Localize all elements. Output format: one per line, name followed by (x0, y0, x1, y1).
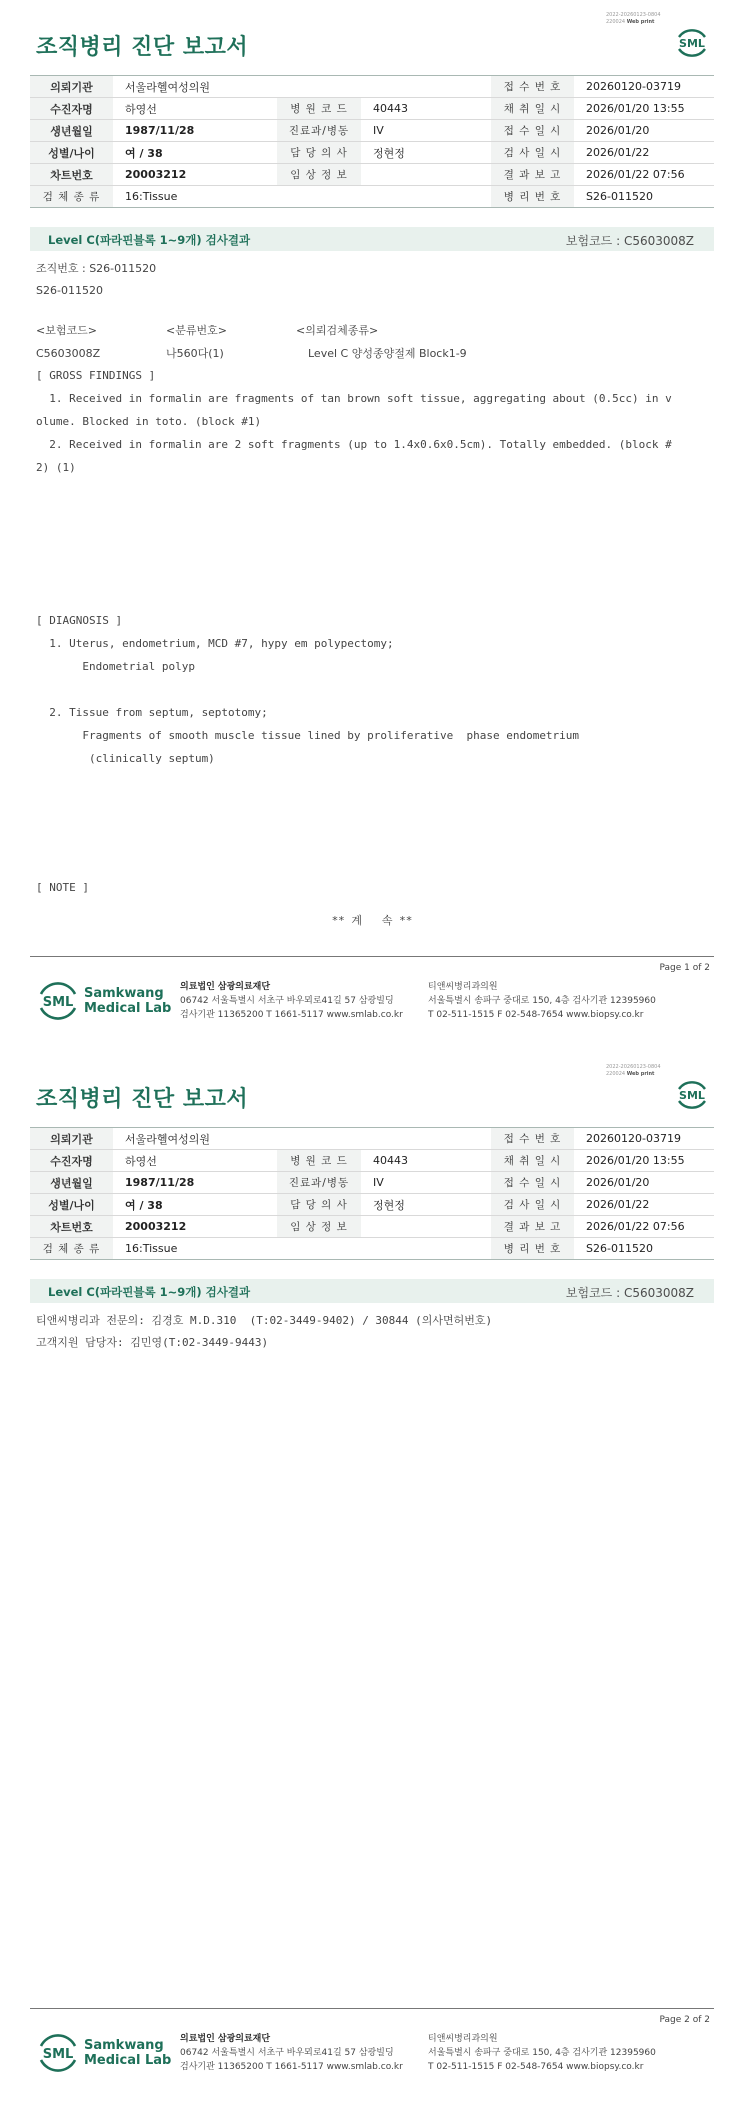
gross-line: 2) (1) (36, 461, 76, 474)
label-doctor: 담 당 의 사 (277, 142, 361, 164)
clinic-address: 티앤씨병리과의원 서울특별시 송파구 중대로 150, 4층 검사기관 12395960 T 02-511-1515 F 02-548-7654 www.biopsy.co.kr (428, 982, 656, 1020)
info-row (30, 164, 714, 186)
diagnosis-line: 1. Uterus, endometrium, MCD #7, hypy em polypectomy; (36, 637, 394, 650)
label-accession-no: 접 수 번 호 (491, 76, 574, 98)
document-title: 조직병리 진단 보고서 (36, 1087, 249, 1112)
value-received-at: 2026/01/20 (574, 1172, 714, 1194)
row-insurance: C5603008Z (36, 347, 101, 360)
svg-text:SML: SML (42, 2047, 74, 2062)
label-institution: 의뢰기관 (30, 76, 113, 98)
clinic-address: 티앤씨병리과의원 서울특별시 송파구 중대로 150, 4층 검사기관 12395960 T 02-511-1515 F 02-548-7654 www.biopsy.co.kr (428, 2034, 656, 2072)
label-institution: 의뢰기관 (30, 1128, 113, 1150)
value-exam-date: 2026/01/22 (574, 142, 714, 164)
result-section-title: Level C(파라핀블록 1~9개) 검사결과 (48, 233, 251, 247)
pathologist-line: 티앤씨병리과 전문의: 김경호 M.D.310 (T:02-3449-9402) / 30844 (의사면허번호) (36, 1314, 493, 1327)
gross-findings-heading: [ GROSS FINDINGS ] (36, 369, 156, 382)
label-chart-no: 차트번호 (30, 1216, 113, 1238)
value-collected-at: 2026/01/20 13:55 (574, 98, 714, 120)
footer-divider (30, 2008, 714, 2009)
info-row (30, 76, 714, 98)
label-collected-at: 채 취 일 시 (491, 98, 574, 120)
header-category: <분류번호> (166, 324, 227, 337)
label-pathology-no: 병 리 번 호 (491, 186, 574, 208)
value-clinical (361, 1216, 491, 1238)
label-exam-date: 검 사 일 시 (491, 142, 574, 164)
value-sex-age: 여 / 38 (113, 142, 277, 164)
value-institution: 서울라헬여성의원 (113, 1128, 491, 1150)
value-exam-date: 2026/01/22 (574, 1194, 714, 1216)
print-meta: 2022-20260123-0804 220024 Web print (606, 12, 661, 25)
patient-info-table (30, 75, 714, 208)
support-line: 고객지원 담당자: 김민영(T:02-3449-9443) (36, 1336, 269, 1349)
value-institution: 서울라헬여성의원 (113, 76, 491, 98)
value-department: IV (361, 1172, 491, 1194)
label-exam-date: 검 사 일 시 (491, 1194, 574, 1216)
value-pathology-no: S26-011520 (574, 1238, 714, 1260)
label-sex-age: 성별/나이 (30, 142, 113, 164)
info-row (30, 1238, 714, 1260)
header-requested: <의뢰검체종류> (296, 324, 379, 337)
info-row (30, 120, 714, 142)
svg-text:SML: SML (679, 37, 705, 50)
label-hospital-code: 병 원 코 드 (277, 1150, 361, 1172)
print-meta: 2022-20260123-0804 220024 Web print (606, 1064, 661, 1077)
label-clinical: 임 상 정 보 (277, 164, 361, 186)
info-row (30, 1128, 714, 1150)
insurance-code: 보험코드 : C5603008Z (565, 1286, 694, 1300)
value-patient: 하영선 (113, 1150, 277, 1172)
row-category: 나560다(1) (166, 347, 224, 360)
label-received-at: 접 수 일 시 (491, 1172, 574, 1194)
sml-logo-icon (674, 25, 710, 61)
label-sex-age: 성별/나이 (30, 1194, 113, 1216)
patient-info-table (30, 1127, 714, 1260)
header-insurance: <보험코드> (36, 324, 97, 337)
lab-name: Samkwang Medical Lab (84, 2038, 172, 2068)
value-collected-at: 2026/01/20 13:55 (574, 1150, 714, 1172)
info-row (30, 1150, 714, 1172)
value-pathology-no: S26-011520 (574, 186, 714, 208)
page-number: Page 1 of 2 (659, 963, 710, 973)
value-clinical (361, 164, 491, 186)
value-birth: 1987/11/28 (113, 1172, 277, 1194)
info-row (30, 186, 714, 208)
row-requested: Level C 양성종양절제 Block1-9 (308, 347, 467, 360)
sml-lab-logo-icon (36, 981, 80, 1021)
page-number: Page 2 of 2 (659, 2015, 710, 2025)
label-patient: 수진자명 (30, 1150, 113, 1172)
label-specimen-type: 검 체 종 류 (30, 186, 113, 208)
value-doctor: 정현정 (361, 142, 491, 164)
result-section-bar (30, 1279, 714, 1303)
gross-line: 1. Received in formalin are fragments of tan brown soft tissue, aggregating about (0.5cc) in v (36, 392, 672, 405)
label-hospital-code: 병 원 코 드 (277, 98, 361, 120)
result-section-bar (30, 227, 714, 251)
footer-divider (30, 956, 714, 957)
document-title: 조직병리 진단 보고서 (36, 35, 249, 60)
value-reported-at: 2026/01/22 07:56 (574, 1216, 714, 1238)
value-hospital-code: 40443 (361, 98, 491, 120)
info-row (30, 98, 714, 120)
label-doctor: 담 당 의 사 (277, 1194, 361, 1216)
info-row (30, 142, 714, 164)
value-sex-age: 여 / 38 (113, 1194, 277, 1216)
value-accession-no: 20260120-03719 (574, 76, 714, 98)
value-chart-no: 20003212 (113, 1216, 277, 1238)
label-reported-at: 결 과 보 고 (491, 164, 574, 186)
value-department: IV (361, 120, 491, 142)
result-section-title: Level C(파라핀블록 1~9개) 검사결과 (48, 1285, 251, 1299)
gross-line: 2. Received in formalin are 2 soft fragments (up to 1.4x0.6x0.5cm). Totally embedded. (block # (36, 438, 672, 451)
value-patient: 하영선 (113, 98, 277, 120)
label-birth: 생년월일 (30, 120, 113, 142)
value-birth: 1987/11/28 (113, 120, 277, 142)
label-department: 진료과/병동 (277, 120, 361, 142)
continued-mark: ** 계 속 ** (331, 914, 413, 927)
label-birth: 생년월일 (30, 1172, 113, 1194)
insurance-code: 보험코드 : C5603008Z (565, 234, 694, 248)
gross-line: olume. Blocked in toto. (block #1) (36, 415, 262, 428)
value-specimen-type: 16:Tissue (113, 186, 491, 208)
label-received-at: 접 수 일 시 (491, 120, 574, 142)
diagnosis-line: Fragments of smooth muscle tissue lined by proliferative phase endometrium (36, 729, 580, 742)
label-clinical: 임 상 정 보 (277, 1216, 361, 1238)
label-department: 진료과/병동 (277, 1172, 361, 1194)
label-reported-at: 결 과 보 고 (491, 1216, 574, 1238)
value-received-at: 2026/01/20 (574, 120, 714, 142)
label-chart-no: 차트번호 (30, 164, 113, 186)
label-accession-no: 접 수 번 호 (491, 1128, 574, 1150)
info-row (30, 1172, 714, 1194)
diagnosis-line: (clinically septum) (36, 752, 215, 765)
label-patient: 수진자명 (30, 98, 113, 120)
diagnosis-line: Endometrial polyp (36, 660, 195, 673)
label-specimen-type: 검 체 종 류 (30, 1238, 113, 1260)
value-chart-no: 20003212 (113, 164, 277, 186)
report-page-2 (0, 1052, 744, 2104)
value-reported-at: 2026/01/22 07:56 (574, 164, 714, 186)
diagnosis-heading: [ DIAGNOSIS ] (36, 614, 123, 627)
value-accession-no: 20260120-03719 (574, 1128, 714, 1150)
sml-logo-icon (674, 1077, 710, 1113)
label-pathology-no: 병 리 번 호 (491, 1238, 574, 1260)
tissue-id: S26-011520 (36, 284, 103, 297)
svg-text:SML: SML (42, 995, 74, 1010)
info-row (30, 1194, 714, 1216)
diagnosis-line: 2. Tissue from septum, septotomy; (36, 706, 268, 719)
foundation-address: 의료법인 삼광의료재단 06742 서울특별시 서초구 바우뫼로41길 57 삼광빌딩 검사기관 11365200 T 1661-5117 www.smlab.co.kr (180, 2034, 403, 2072)
value-doctor: 정현정 (361, 1194, 491, 1216)
lab-name: Samkwang Medical Lab (84, 986, 172, 1016)
note-heading: [ NOTE ] (36, 881, 89, 894)
info-row (30, 1216, 714, 1238)
value-specimen-type: 16:Tissue (113, 1238, 491, 1260)
tissue-number: 조직번호 : S26-011520 (36, 262, 157, 275)
label-collected-at: 채 취 일 시 (491, 1150, 574, 1172)
svg-text:SML: SML (679, 1089, 705, 1102)
report-page-1 (0, 0, 744, 1040)
sml-lab-logo-icon (36, 2033, 80, 2073)
foundation-address: 의료법인 삼광의료재단 06742 서울특별시 서초구 바우뫼로41길 57 삼광빌딩 검사기관 11365200 T 1661-5117 www.smlab.co.kr (180, 982, 403, 1020)
value-hospital-code: 40443 (361, 1150, 491, 1172)
